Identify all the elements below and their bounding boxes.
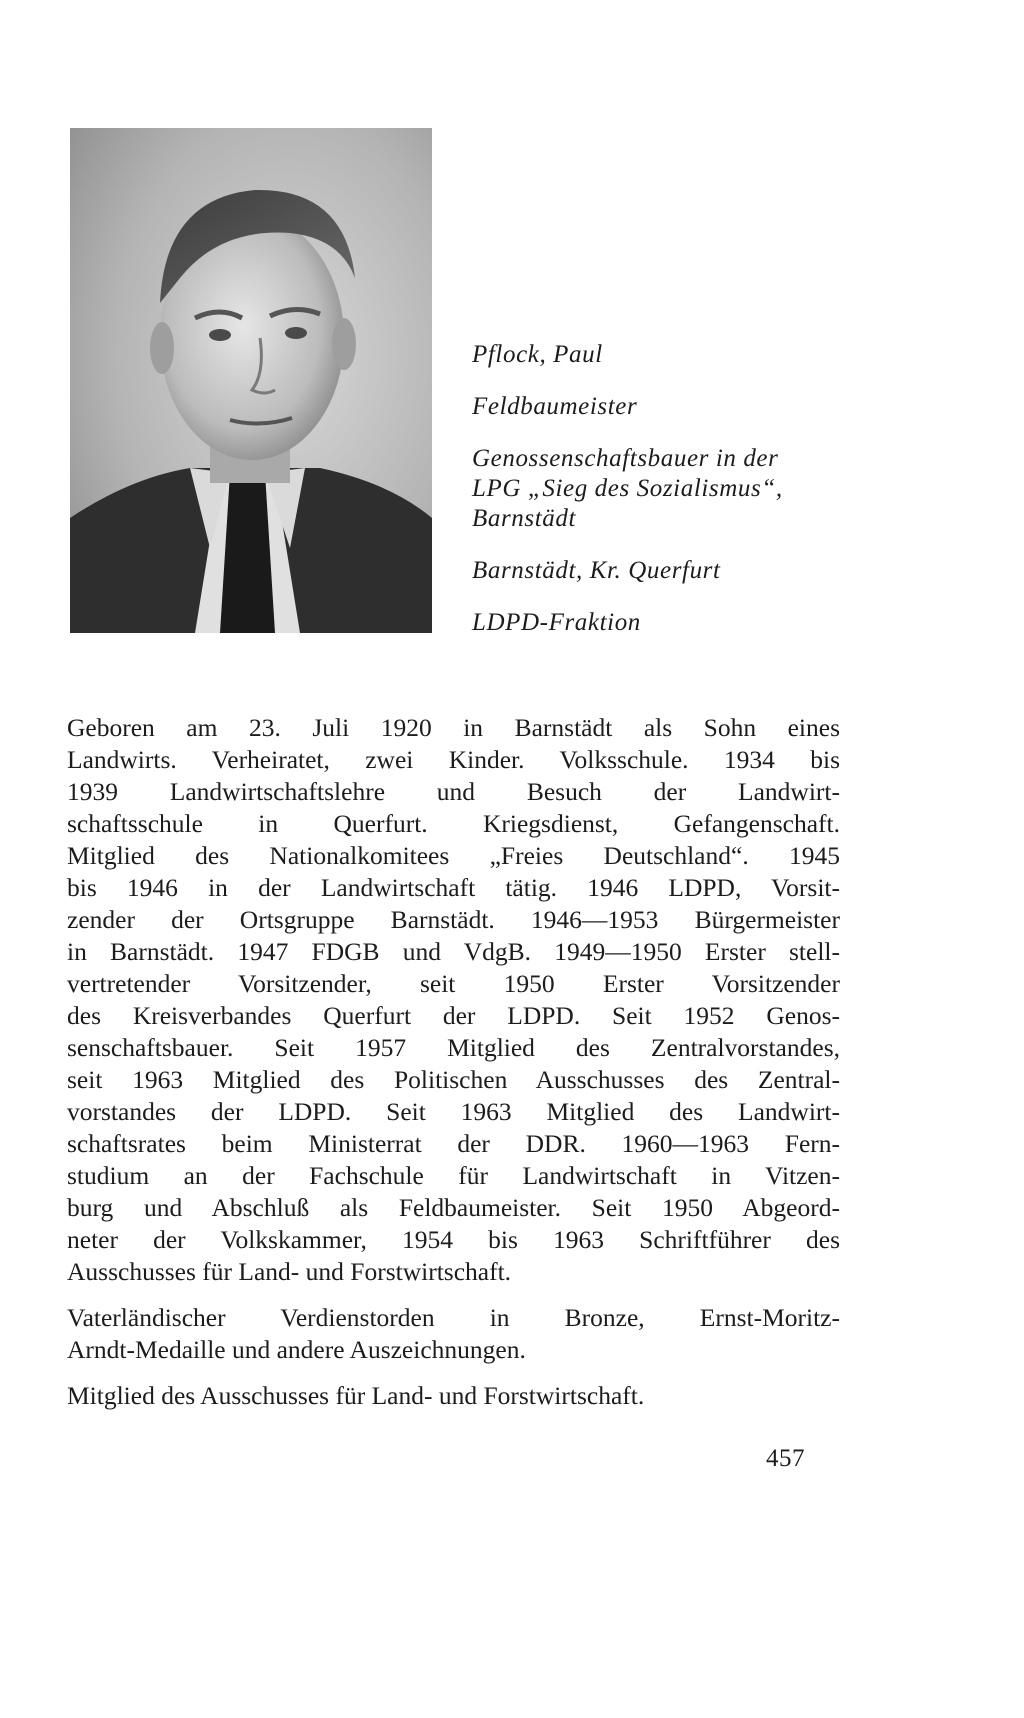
person-name: Pflock, Paul — [472, 341, 603, 368]
biography-line: burg und Abschluß als Feldbaumeister. Seit 1950 Abgeord- — [67, 1193, 840, 1222]
awards-line: Vaterländischer Verdienstorden in Bronze, Ernst-Moritz- — [67, 1303, 840, 1332]
portrait-photo — [70, 128, 432, 633]
biography-line: Mitglied des Nationalkomitees „Freies Deutschland“. 1945 — [67, 841, 840, 870]
position-line: Barnstädt — [472, 505, 577, 532]
committee-line: Mitglied des Ausschusses für Land- und Forstwirtschaft. — [67, 1381, 645, 1410]
biography-line: seit 1963 Mitglied des Politischen Ausschusses des Zentral- — [67, 1065, 840, 1094]
biography-line: zender der Ortsgruppe Barnstädt. 1946—1953 Bürgermeister — [67, 905, 840, 934]
profile-caption — [472, 340, 892, 638]
biography-line: schaftsrates beim Ministerrat der DDR. 1960—1963 Fern- — [67, 1129, 840, 1158]
biography-line: in Barnstädt. 1947 FDGB und VdgB. 1949—1950 Erster stell- — [67, 937, 840, 966]
committee-paragraph — [67, 1380, 840, 1412]
biography-line: des Kreisverbandes Querfurt der LDPD. Seit 1952 Genos- — [67, 1001, 840, 1030]
biography-line: Geboren am 23. Juli 1920 in Barnstädt als Sohn eines — [67, 713, 840, 742]
biography-line: senschaftsbauer. Seit 1957 Mitglied des Zentralvorstandes, — [67, 1033, 840, 1062]
biography-line: vorstandes der LDPD. Seit 1963 Mitglied des Landwirt- — [67, 1097, 840, 1126]
awards-paragraph — [67, 1302, 840, 1366]
biography-line: 1939 Landwirtschaftslehre und Besuch der Landwirt- — [67, 777, 840, 806]
person-title: Feldbaumeister — [472, 393, 638, 420]
biography-line: bis 1946 in der Landwirtschaft tätig. 1946 LDPD, Vorsit- — [67, 873, 840, 902]
residence: Barnstädt, Kr. Querfurt — [472, 557, 721, 584]
biography-line: Ausschusses für Land- und Forstwirtschaft. — [67, 1257, 512, 1286]
biography-paragraph — [67, 712, 840, 1288]
page-number: 457 — [766, 1445, 805, 1472]
biography-line: studium an der Fachschule für Landwirtschaft in Vitzen- — [67, 1161, 840, 1190]
position-line: Genossenschaftsbauer in der — [472, 445, 779, 472]
biography — [67, 712, 840, 1412]
awards-line: Arndt-Medaille und andere Auszeichnungen. — [67, 1335, 526, 1364]
portrait-illustration — [70, 128, 432, 633]
position-line: LPG „Sieg des Sozialismus“, — [472, 475, 783, 502]
biography-line: vertretender Vorsitzender, seit 1950 Erster Vorsitzender — [67, 969, 840, 998]
biography-line: schaftsschule in Querfurt. Kriegsdienst, Gefangenschaft. — [67, 809, 840, 838]
faction: LDPD-Fraktion — [472, 609, 641, 636]
biography-line: neter der Volkskammer, 1954 bis 1963 Schriftführer des — [67, 1225, 840, 1254]
biography-line: Landwirts. Verheiratet, zwei Kinder. Volksschule. 1934 bis — [67, 745, 840, 774]
